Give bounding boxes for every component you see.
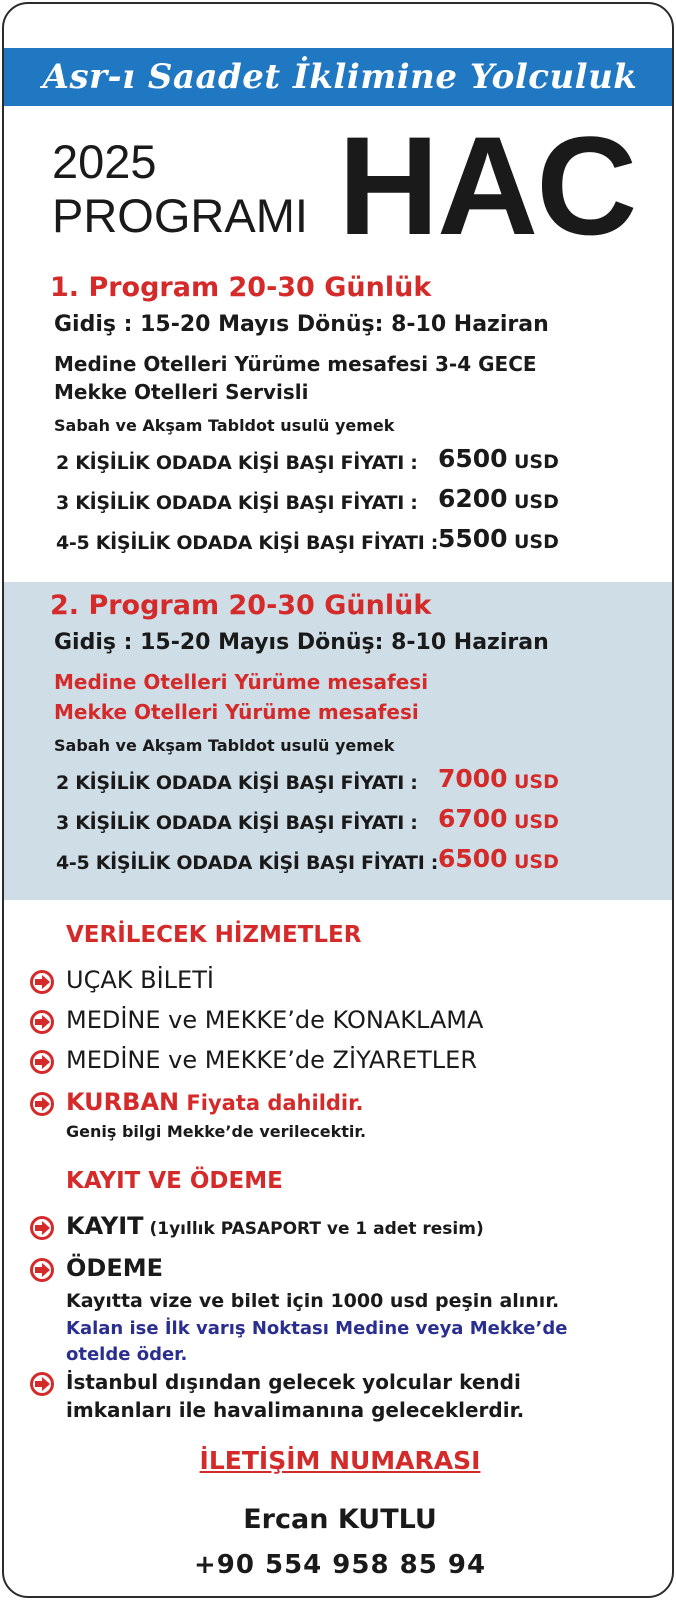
contact-phone[interactable]: +90 554 958 85 94 xyxy=(193,1550,487,1580)
price-label: 4-5 KİŞİLİK ODADA KİŞİ BAŞI FİYATI : xyxy=(56,852,439,874)
price-value: 6500 xyxy=(438,444,508,473)
price-label: 2 KİŞİLİK ODADA KİŞİ BAŞI FİYATI : xyxy=(56,772,418,794)
price-currency: USD xyxy=(514,451,559,473)
program-2-section xyxy=(4,582,674,900)
meal-info: Sabah ve Akşam Tabldot usulü yemek xyxy=(54,736,395,755)
program-dates: Gidiş : 15-20 Mayıs Dönüş: 8-10 Haziran xyxy=(54,630,549,655)
service-label: UÇAK BİLETİ xyxy=(66,966,214,994)
header-year: 2025 xyxy=(52,135,157,188)
price-label: 3 KİŞİLİK ODADA KİŞİ BAŞI FİYATI : xyxy=(56,812,418,834)
istanbul-line: imkanları ile havalimanına geleceklerdir. xyxy=(66,1398,525,1422)
price-row xyxy=(56,844,616,878)
odeme-line: Kayıtta vize ve bilet için 1000 usd peşin alınır. xyxy=(66,1290,560,1312)
kayit-line xyxy=(66,1212,484,1240)
price-row xyxy=(56,484,616,518)
hotel-line: Mekke Otelleri Servisli xyxy=(54,380,309,404)
price-currency: USD xyxy=(514,531,559,553)
hotel-line: Medine Otelleri Yürüme mesafesi 3-4 GECE xyxy=(54,352,537,376)
program-title: 2. Program 20-30 Günlük xyxy=(50,590,432,621)
price-row xyxy=(56,764,616,798)
price-value: 7000 xyxy=(438,764,508,793)
odeme-blue-line: Kalan ise İlk varış Noktası Medine veya Mekke’de xyxy=(66,1318,568,1339)
flyer-card xyxy=(2,2,674,1598)
arrow-right-icon xyxy=(30,1092,54,1116)
program-title: 1. Program 20-30 Günlük xyxy=(50,272,432,303)
arrow-right-icon xyxy=(30,1372,54,1396)
odeme-blue-line: otelde öder. xyxy=(66,1344,188,1365)
price-row xyxy=(56,444,616,478)
banner-slogan: Asr-ı Saadet İklimine Yolculuk xyxy=(42,57,638,97)
price-row xyxy=(56,804,616,838)
arrow-right-icon xyxy=(30,1258,54,1282)
price-currency: USD xyxy=(514,771,559,793)
header xyxy=(4,107,674,264)
price-currency: USD xyxy=(514,811,559,833)
hotel-line: Medine Otelleri Yürüme mesafesi xyxy=(54,670,429,694)
price-value: 6500 xyxy=(438,844,508,873)
contact-title: İLETİŞİM NUMARASI xyxy=(199,1446,481,1475)
services-title: VERİLECEK HİZMETLER xyxy=(66,922,362,948)
arrow-right-icon xyxy=(30,1010,54,1034)
kurban-note: Geniş bilgi Mekke’de verilecektir. xyxy=(66,1122,367,1141)
header-hac: HAC xyxy=(338,107,636,264)
price-value: 5500 xyxy=(438,524,508,553)
price-currency: USD xyxy=(514,851,559,873)
service-label: MEDİNE ve MEKKE’de KONAKLAMA xyxy=(66,1006,484,1034)
arrow-right-icon xyxy=(30,1216,54,1240)
price-label: 3 KİŞİLİK ODADA KİŞİ BAŞI FİYATI : xyxy=(56,492,418,514)
kurban-strong: KURBAN xyxy=(66,1088,180,1116)
price-label: 4-5 KİŞİLİK ODADA KİŞİ BAŞI FİYATI : xyxy=(56,532,439,554)
header-program-word: PROGRAMI xyxy=(52,189,308,242)
price-row xyxy=(56,524,616,558)
meal-info: Sabah ve Akşam Tabldot usulü yemek xyxy=(54,416,395,435)
contact-name: Ercan KUTLU xyxy=(243,1504,437,1535)
hotel-line: Mekke Otelleri Yürüme mesafesi xyxy=(54,700,419,724)
odeme-label: ÖDEME xyxy=(66,1254,163,1282)
price-currency: USD xyxy=(514,491,559,513)
program-1-section xyxy=(4,266,674,582)
price-label: 2 KİŞİLİK ODADA KİŞİ BAŞI FİYATI : xyxy=(56,452,418,474)
arrow-right-icon xyxy=(30,1050,54,1074)
kurban-line xyxy=(66,1088,363,1116)
price-value: 6700 xyxy=(438,804,508,833)
istanbul-line: İstanbul dışından gelecek yolcular kendi xyxy=(66,1370,521,1394)
kurban-rest: Fiyata dahildir. xyxy=(179,1091,364,1115)
top-banner xyxy=(4,48,674,106)
service-label: MEDİNE ve MEKKE’de ZİYARETLER xyxy=(66,1046,477,1074)
registration-title: KAYIT VE ÖDEME xyxy=(66,1168,283,1194)
program-dates: Gidiş : 15-20 Mayıs Dönüş: 8-10 Haziran xyxy=(54,312,549,337)
arrow-right-icon xyxy=(30,970,54,994)
kayit-note: (1yıllık PASAPORT ve 1 adet resim) xyxy=(143,1219,484,1239)
price-value: 6200 xyxy=(438,484,508,513)
kayit-label: KAYIT xyxy=(66,1212,144,1240)
